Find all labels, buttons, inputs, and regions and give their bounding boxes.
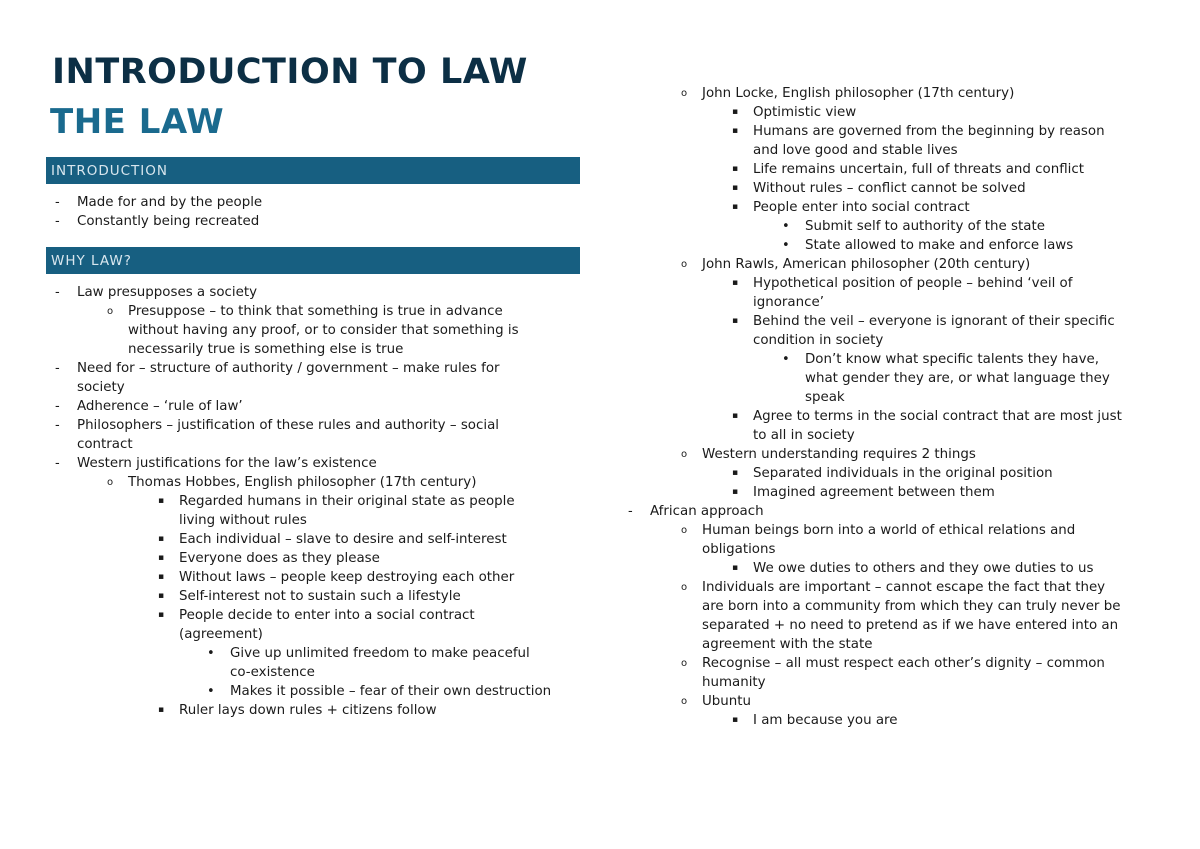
list-item: [681, 445, 1122, 464]
dot-bullet-icon: •: [782, 238, 790, 253]
section-heading-introduction: INTRODUCTION: [46, 157, 580, 184]
why-law-list-continued: [628, 84, 1122, 730]
list-item: [55, 397, 551, 416]
circle-bullet-icon: o: [681, 449, 688, 460]
list-item: [732, 407, 1122, 445]
list-item-text: We owe duties to others and they owe duties to us: [753, 561, 1094, 576]
list-item-text: Constantly being recreated: [77, 214, 260, 229]
list-item-text: Each individual – slave to desire and self-interest: [179, 532, 507, 547]
square-bullet-icon: ▪: [158, 572, 165, 582]
list-item: [732, 274, 1122, 312]
list-item-text: Thomas Hobbes, English philosopher (17th century): [128, 475, 477, 490]
list-item-text: Behind the veil – everyone is ignorant of their specific condition in society: [753, 314, 1115, 348]
circle-bullet-icon: o: [681, 658, 688, 669]
list-item-text: Adherence – ‘rule of law’: [77, 399, 243, 414]
dash-bullet-icon: -: [55, 214, 60, 229]
list-item-text: State allowed to make and enforce laws: [805, 238, 1074, 253]
list-item: [681, 255, 1122, 274]
list-item: [628, 502, 1122, 521]
list-item: [732, 312, 1122, 350]
list-item-text: People decide to enter into a social contract (agreement): [179, 608, 475, 642]
list-item-text: Made for and by the people: [77, 195, 263, 210]
list-item-text: African approach: [650, 504, 764, 519]
list-item-text: I am because you are: [753, 713, 898, 728]
list-item-text: Philosophers – justification of these rules and authority – social contract: [77, 418, 499, 452]
list-item: [732, 483, 1122, 502]
list-item: [207, 644, 551, 682]
list-item-text: Submit self to authority of the state: [805, 219, 1045, 234]
dot-bullet-icon: •: [207, 684, 215, 699]
list-item: [158, 568, 551, 587]
circle-bullet-icon: o: [107, 477, 114, 488]
list-item: [732, 464, 1122, 483]
why-law-list: [55, 283, 552, 720]
square-bullet-icon: ▪: [732, 411, 739, 421]
dash-bullet-icon: -: [55, 418, 60, 433]
list-item-text: Without laws – people keep destroying each other: [179, 570, 515, 585]
square-bullet-icon: ▪: [732, 202, 739, 212]
list-item-text: Don’t know what specific talents they have, what gender they are, or what language they speak: [805, 352, 1110, 405]
list-item-text: Regarded humans in their original state as people living without rules: [179, 494, 515, 528]
list-item-text: Imagined agreement between them: [753, 485, 995, 500]
list-item-text: Agree to terms in the social contract that are most just to all in society: [753, 409, 1122, 443]
circle-bullet-icon: o: [681, 525, 688, 536]
list-item-text: Presuppose – to think that something is true in advance without having any proof, or to consider that something is necessarily true is something else is true: [128, 304, 519, 357]
list-item: [681, 692, 1122, 711]
introduction-list: [55, 193, 263, 231]
list-item: [782, 236, 1122, 255]
square-bullet-icon: ▪: [158, 705, 165, 715]
square-bullet-icon: ▪: [732, 468, 739, 478]
list-item: [782, 217, 1122, 236]
list-item-text: Life remains uncertain, full of threats and conflict: [753, 162, 1084, 177]
square-bullet-icon: ▪: [732, 107, 739, 117]
list-item: [681, 578, 1122, 654]
list-item-text: Western understanding requires 2 things: [702, 447, 976, 462]
square-bullet-icon: ▪: [732, 126, 739, 136]
list-item: [55, 454, 551, 473]
list-item: [732, 179, 1122, 198]
dash-bullet-icon: -: [55, 361, 60, 376]
square-bullet-icon: ▪: [732, 164, 739, 174]
circle-bullet-icon: o: [681, 696, 688, 707]
list-item: [782, 350, 1122, 407]
list-item: [55, 283, 551, 302]
dash-bullet-icon: -: [55, 456, 60, 471]
list-item-text: People enter into social contract: [753, 200, 970, 215]
list-item: [681, 521, 1122, 559]
list-item: [732, 198, 1122, 217]
square-bullet-icon: ▪: [732, 487, 739, 497]
list-item: [732, 103, 1122, 122]
list-item-text: Ubuntu: [702, 694, 752, 709]
list-item-text: John Locke, English philosopher (17th century): [702, 86, 1015, 101]
list-item: [55, 359, 551, 397]
list-item-text: Ruler lays down rules + citizens follow: [179, 703, 437, 718]
dot-bullet-icon: •: [782, 219, 790, 234]
circle-bullet-icon: o: [681, 259, 688, 270]
list-item: [207, 682, 552, 701]
list-item-text: Western justifications for the law’s existence: [77, 456, 377, 471]
document-subtitle: THE LAW: [50, 102, 225, 142]
list-item: [732, 711, 1122, 730]
list-item: [158, 587, 551, 606]
list-item: [158, 701, 551, 720]
dot-bullet-icon: •: [207, 646, 215, 661]
list-item: [681, 654, 1122, 692]
list-item-text: Need for – structure of authority / government – make rules for society: [77, 361, 500, 395]
square-bullet-icon: ▪: [158, 591, 165, 601]
list-item-text: John Rawls, American philosopher (20th century): [702, 257, 1031, 272]
list-item-text: Optimistic view: [753, 105, 857, 120]
circle-bullet-icon: o: [107, 306, 114, 317]
square-bullet-icon: ▪: [158, 534, 165, 544]
list-item: [55, 212, 262, 231]
square-bullet-icon: ▪: [732, 316, 739, 326]
list-item-text: Makes it possible – fear of their own destruction: [230, 684, 552, 699]
dash-bullet-icon: -: [55, 399, 60, 414]
list-item-text: Law presupposes a society: [77, 285, 258, 300]
list-item: [107, 473, 551, 492]
list-item-text: Recognise – all must respect each other’s dignity – common humanity: [702, 656, 1105, 690]
list-item-text: Individuals are important – cannot escape the fact that they are born into a community from which they can truly never be separated + no need to pretend as if we have entered into an agreement with the state: [702, 580, 1121, 652]
list-item: [107, 302, 551, 359]
list-item: [732, 122, 1122, 160]
list-item: [158, 530, 551, 549]
list-item: [732, 559, 1122, 578]
square-bullet-icon: ▪: [732, 563, 739, 573]
section-heading-why-law: WHY LAW?: [46, 247, 580, 274]
square-bullet-icon: ▪: [158, 610, 165, 620]
circle-bullet-icon: o: [681, 582, 688, 593]
list-item-text: Humans are governed from the beginning by reason and love good and stable lives: [753, 124, 1105, 158]
square-bullet-icon: ▪: [158, 496, 165, 506]
dot-bullet-icon: •: [782, 352, 790, 367]
list-item: [681, 84, 1122, 103]
document-title: INTRODUCTION TO LAW: [52, 52, 528, 92]
list-item-text: Self-interest not to sustain such a lifestyle: [179, 589, 461, 604]
dash-bullet-icon: -: [55, 285, 60, 300]
square-bullet-icon: ▪: [732, 183, 739, 193]
list-item-text: Hypothetical position of people – behind ‘veil of ignorance’: [753, 276, 1073, 310]
square-bullet-icon: ▪: [732, 715, 739, 725]
list-item-text: Everyone does as they please: [179, 551, 380, 566]
dash-bullet-icon: -: [55, 195, 60, 210]
circle-bullet-icon: o: [681, 88, 688, 99]
list-item: [158, 606, 551, 644]
list-item: [732, 160, 1122, 179]
square-bullet-icon: ▪: [732, 278, 739, 288]
list-item: [158, 492, 551, 530]
list-item-text: Give up unlimited freedom to make peaceful co-existence: [230, 646, 530, 680]
square-bullet-icon: ▪: [158, 553, 165, 563]
list-item-text: Separated individuals in the original position: [753, 466, 1053, 481]
list-item: [55, 416, 551, 454]
list-item: [55, 193, 263, 212]
list-item-text: Without rules – conflict cannot be solved: [753, 181, 1026, 196]
dash-bullet-icon: -: [628, 504, 633, 519]
list-item: [158, 549, 551, 568]
list-item-text: Human beings born into a world of ethical relations and obligations: [702, 523, 1076, 557]
